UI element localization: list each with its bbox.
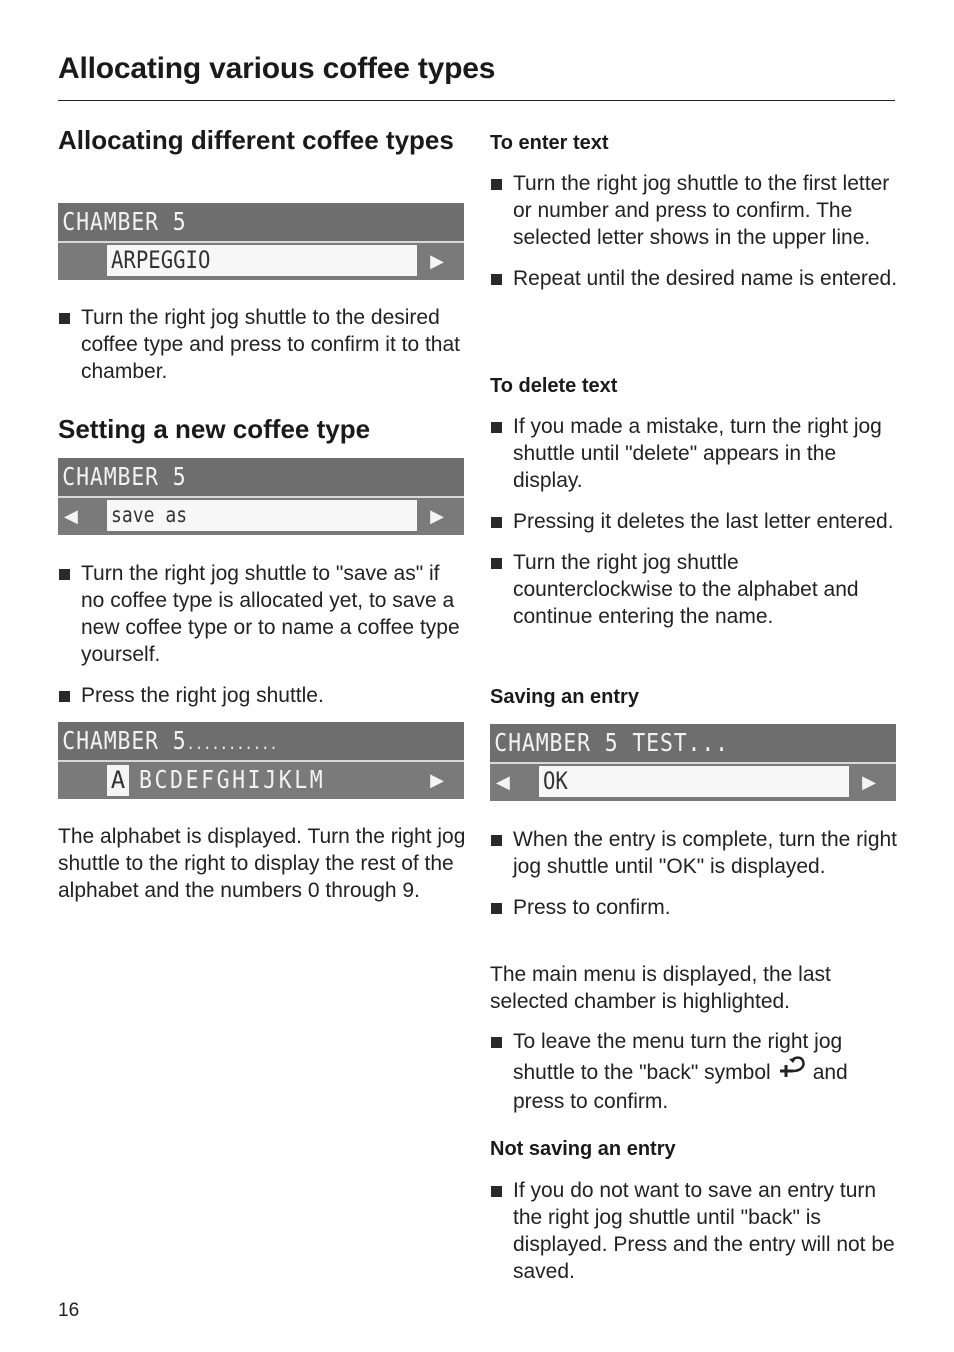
display-field-text: save as	[111, 503, 188, 527]
heading-delete-text: To delete text	[490, 375, 618, 397]
display-top-line: CHAMBER 5	[62, 207, 187, 236]
section-heading-allocating: Allocating different coffee types	[58, 125, 454, 155]
back-icon	[775, 1055, 809, 1088]
list-item	[490, 265, 900, 292]
page-title: Allocating various coffee types	[58, 52, 496, 85]
display-alphabet	[58, 722, 464, 799]
list-item	[490, 1177, 900, 1285]
list-item-text: Press the right jog shuttle.	[81, 684, 324, 707]
display-top-line	[58, 722, 407, 759]
bullet-list	[490, 826, 900, 935]
display-field-text: ARPEGGIO	[111, 246, 211, 274]
square-bullet-icon	[59, 691, 70, 702]
left-arrow-icon: ◀	[496, 772, 510, 792]
heading-saving-entry: Saving an entry	[490, 686, 639, 708]
list-item	[490, 508, 900, 535]
list-item	[58, 304, 468, 385]
square-bullet-icon	[491, 558, 502, 569]
selected-letter: A	[107, 765, 129, 796]
list-item-text: When the entry is complete, turn the right jog shuttle until "OK" is displayed.	[513, 828, 898, 878]
display-field-text: OK	[543, 767, 568, 795]
right-arrow-icon: ▶	[430, 251, 444, 271]
list-item	[490, 549, 900, 630]
list-item	[490, 826, 900, 880]
bullet-list	[490, 170, 900, 306]
list-item-text: Repeat until the desired name is entered.	[513, 267, 898, 290]
bullet-list	[490, 413, 900, 644]
bullet-list	[58, 304, 468, 399]
display-top-line: CHAMBER 5	[62, 462, 187, 491]
section-heading-new-coffee-type: Setting a new coffee type	[58, 414, 371, 444]
square-bullet-icon	[491, 903, 502, 914]
list-item	[58, 682, 468, 709]
alphabet-row	[107, 764, 356, 797]
list-item-text: Pressing it deletes the last letter entered.	[513, 510, 894, 533]
display-field	[107, 500, 417, 531]
list-item	[490, 170, 900, 251]
square-bullet-icon	[491, 1037, 502, 1048]
alphabet-letters: BCDEFGHIJKLM	[139, 765, 326, 794]
display-bottom-line	[58, 498, 464, 535]
right-arrow-icon: ▶	[862, 772, 876, 792]
list-item-text: and press to confirm.	[513, 1061, 848, 1113]
list-item	[490, 894, 900, 921]
square-bullet-icon	[491, 422, 502, 433]
list-item	[490, 1028, 900, 1115]
list-item-text: If you made a mistake, turn the right jog shuttle until "delete" appears in the display.	[513, 415, 882, 492]
bullet-list	[490, 1028, 900, 1129]
list-item-text: Press to confirm.	[513, 896, 671, 919]
display-bottom-line	[58, 243, 464, 280]
left-arrow-icon: ◀	[64, 506, 78, 526]
bullet-list	[58, 560, 468, 723]
paragraph: The main menu is displayed, the last selected chamber is highlighted.	[490, 963, 831, 1013]
display-field	[539, 766, 849, 797]
display-bottom-line	[490, 764, 896, 801]
square-bullet-icon	[491, 1186, 502, 1197]
square-bullet-icon	[491, 179, 502, 190]
heading-not-saving-entry: Not saving an entry	[490, 1138, 676, 1160]
right-arrow-icon: ▶	[430, 506, 444, 526]
heading-enter-text: To enter text	[490, 132, 609, 154]
list-item-text: Turn the right jog shuttle to the desired coffee type and press to confirm it to that chamber.	[81, 306, 460, 383]
square-bullet-icon	[491, 274, 502, 285]
square-bullet-icon	[491, 517, 502, 528]
bullet-list	[490, 1177, 900, 1299]
list-item	[58, 560, 468, 668]
display-chamber-save-as	[58, 458, 464, 535]
list-item-text: Turn the right jog shuttle counterclockwise to the alphabet and continue entering the name.	[513, 551, 859, 628]
display-chamber-arpeggio	[58, 203, 464, 280]
square-bullet-icon	[491, 835, 502, 846]
title-divider	[58, 100, 895, 101]
list-item	[490, 413, 900, 494]
display-top-dots: ...........	[186, 734, 278, 753]
display-bottom-line	[58, 762, 464, 799]
display-chamber-test-ok	[490, 724, 896, 801]
display-top-text: CHAMBER 5	[62, 726, 187, 755]
display-field	[107, 245, 417, 276]
page-number: 16	[58, 1300, 80, 1321]
right-arrow-icon: ▶	[430, 770, 444, 790]
list-item-text: Turn the right jog shuttle to "save as" if no coffee type is allocated yet, to save a new coffee type or to name a coffee type yourself.	[81, 562, 460, 666]
display-top-line: CHAMBER 5 TEST...	[494, 728, 729, 757]
square-bullet-icon	[59, 569, 70, 580]
list-item-text: To leave the menu turn the right jog shuttle to the "back" symbol	[513, 1030, 843, 1084]
square-bullet-icon	[59, 313, 70, 324]
list-item-text: If you do not want to save an entry turn the right jog shuttle until "back" is displayed. Press and the entry will not be saved.	[513, 1179, 895, 1283]
paragraph: The alphabet is displayed. Turn the right jog shuttle to the right to display the rest of the alphabet and the numbers 0 through 9.	[58, 825, 466, 902]
list-item-text: Turn the right jog shuttle to the first letter or number and press to confirm. The selected letter shows in the upper line.	[513, 172, 890, 249]
